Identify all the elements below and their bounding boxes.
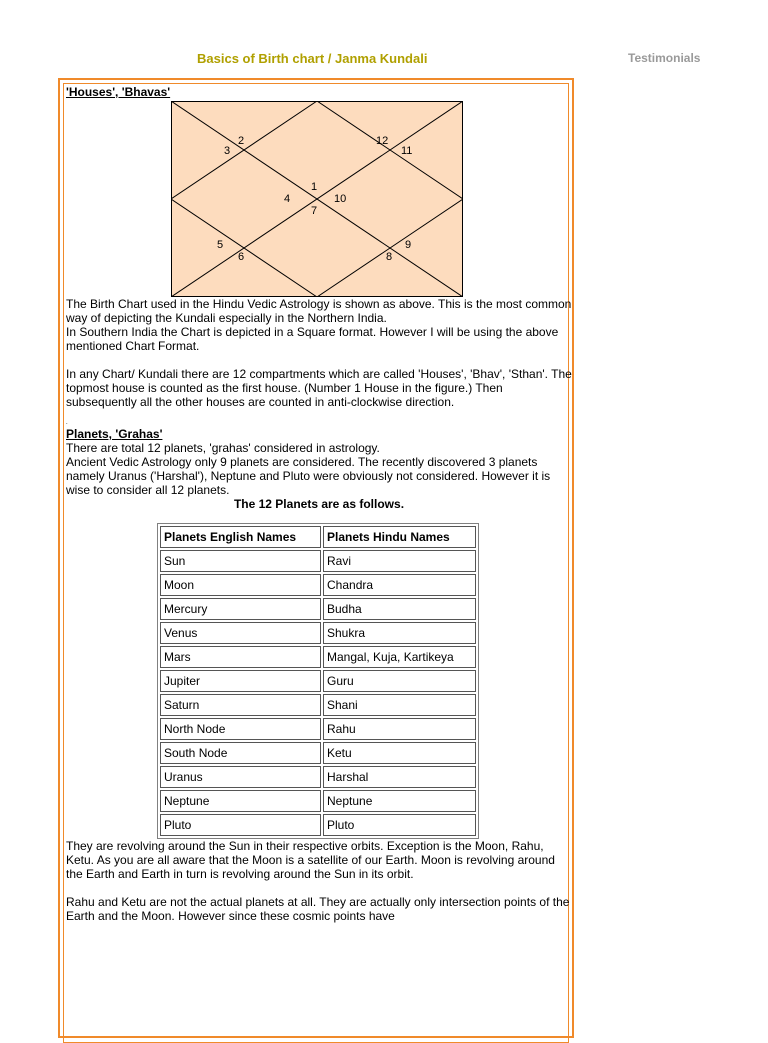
house-number-11: 11 [401,145,413,157]
hindu-name-cell: Harshal [323,766,476,788]
hindu-name-cell: Guru [323,670,476,692]
english-name-cell: Saturn [160,694,321,716]
english-name-cell: South Node [160,742,321,764]
house-number-7: 7 [311,205,318,217]
house-number-8: 8 [386,251,393,263]
house-number-5: 5 [217,239,224,251]
birth-chart-diagram [171,101,463,297]
hindu-name-cell: Mangal, Kuja, Kartikeya [323,646,476,668]
house-number-4: 4 [284,193,291,205]
table-row [160,574,476,596]
planets-paragraph-4: Rahu and Ketu are not the actual planets at all. They are actually only intersection points of the Earth and the Moon. However since these cosmic points have [66,895,570,923]
english-name-cell: Uranus [160,766,321,788]
table-row [160,718,476,740]
planets-table-caption: The 12 Planets are as follows. [233,497,405,511]
houses-paragraph-2: In Southern India the Chart is depicted in a Square format. However I will be using the above mentioned Chart Format. [66,325,559,353]
hindu-name-cell: Pluto [323,814,476,836]
table-header-row [160,526,476,548]
house-number-2: 2 [238,135,245,147]
house-number-10: 10 [334,193,347,205]
page-title: Basics of Birth chart / Janma Kundali [197,51,428,66]
table-row [160,550,476,572]
house-number-3: 3 [224,145,231,157]
table-row [160,766,476,788]
planets-paragraph-2: Ancient Vedic Astrology only 9 planets are considered. The recently discovered 3 planets namely Uranus ('Harshal'), Neptune and Pluto were obviously not considered. However it is wise to consider all 12 planets. [66,455,551,497]
table-row [160,814,476,836]
english-name-cell: Jupiter [160,670,321,692]
table-header-english: Planets English Names [160,526,321,548]
hindu-name-cell: Chandra [323,574,476,596]
planets-table [157,523,479,839]
table-row [160,790,476,812]
hindu-name-cell: Shukra [323,622,476,644]
table-row [160,670,476,692]
hindu-name-cell: Rahu [323,718,476,740]
planets-paragraph-3: They are revolving around the Sun in their respective orbits. Exception is the Moon, Rahu, Ketu. As you are all aware that the Moon is a satellite of our Earth. Moon is revolving around the Earth and Earth in turn is revolving around the Sun in its orbit. [66,839,555,881]
house-number-6: 6 [238,251,245,263]
english-name-cell: Venus [160,622,321,644]
english-name-cell: Sun [160,550,321,572]
house-number-9: 9 [405,239,412,251]
table-row [160,742,476,764]
article-body [66,85,572,923]
english-name-cell: Moon [160,574,321,596]
testimonials-link[interactable]: Testimonials [628,51,701,65]
hindu-name-cell: Ketu [323,742,476,764]
english-name-cell: North Node [160,718,321,740]
house-number-1: 1 [311,181,318,193]
house-number-12: 12 [376,135,389,147]
table-row [160,646,476,668]
english-name-cell: Neptune [160,790,321,812]
houses-paragraph-1: The Birth Chart used in the Hindu Vedic Astrology is shown as above. This is the most common way of depicting the Kundali especially in the Northern India. [66,297,572,325]
houses-heading: 'Houses', 'Bhavas' [66,85,171,99]
table-row [160,622,476,644]
table-row [160,694,476,716]
english-name-cell: Mercury [160,598,321,620]
table-header-hindu: Planets Hindu Names [323,526,476,548]
houses-paragraph-3: In any Chart/ Kundali there are 12 compartments which are called 'Houses', 'Bhav', 'Sthan'. The topmost house is counted as the first house. (Number 1 House in the figure.) Then subsequently all the other houses are counted in anti-clockwise direction. [66,367,572,409]
english-name-cell: Pluto [160,814,321,836]
hindu-name-cell: Budha [323,598,476,620]
planets-paragraph-1: There are total 12 planets, 'grahas' considered in astrology. [66,441,380,455]
table-row [160,598,476,620]
hindu-name-cell: Ravi [323,550,476,572]
hindu-name-cell: Neptune [323,790,476,812]
section-bullet: . [66,420,68,426]
english-name-cell: Mars [160,646,321,668]
hindu-name-cell: Shani [323,694,476,716]
planets-heading: Planets, 'Grahas' [66,427,163,441]
